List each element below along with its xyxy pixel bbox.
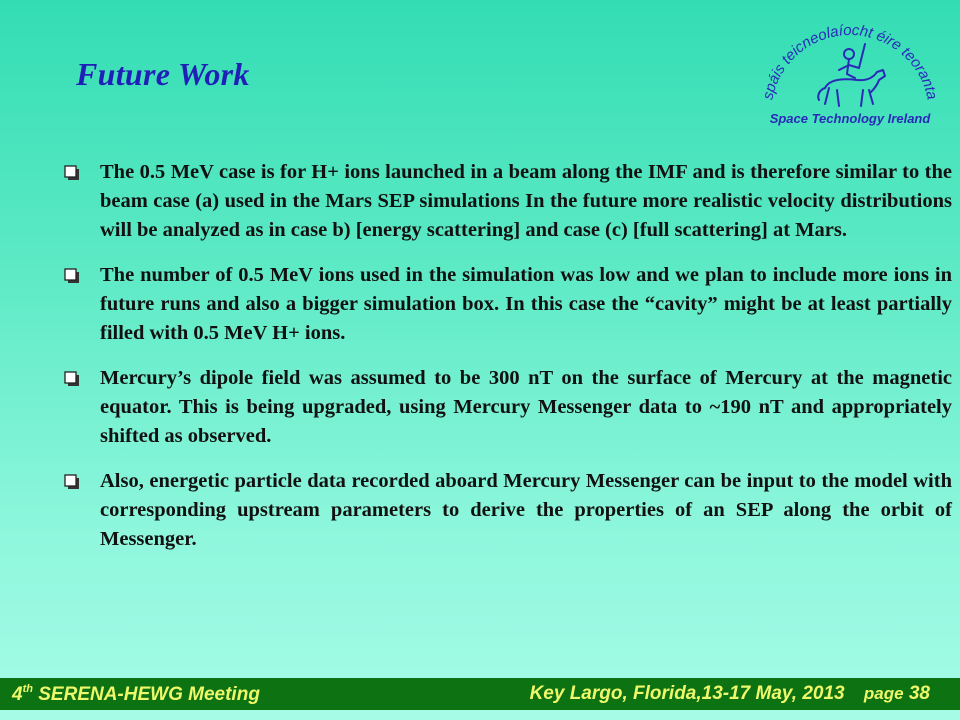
slide-title: Future Work xyxy=(76,56,250,92)
hollow-square-bullet-icon xyxy=(64,371,80,387)
bullet-item xyxy=(64,158,952,245)
meeting-number: 4 xyxy=(12,684,23,705)
bullet-text: Mercury’s dipole field was assumed to be 300 nT on the surface of Mercury at the magnetic equator. This is being upgraded, using Mercury Messenger data to ~190 nT and appropriately shifted as observed. xyxy=(100,367,952,447)
horse-rider-icon xyxy=(818,44,885,106)
bullet-text: Also, energetic particle data recorded aboard Mercury Messenger can be input to the model with corresponding upstream parameters to derive the properties of an SEP along the orbit of Messenger. xyxy=(100,470,952,550)
page-number: 38 xyxy=(908,683,930,704)
location-date: Key Largo, Florida,13-17 May, 2013 xyxy=(529,683,845,704)
page-label: page xyxy=(863,684,904,703)
footer-meeting xyxy=(12,683,260,706)
bullet-list xyxy=(64,158,952,570)
logo-arc-text: spáis teicneolaíocht éire teoranta xyxy=(759,21,941,102)
bullet-item xyxy=(64,261,952,348)
hollow-square-bullet-icon xyxy=(64,474,80,490)
bullet-text: The number of 0.5 MeV ions used in the simulation was low and we plan to include more ions in future runs and also a bigger simulation box. In this case the “cavity” might be at least partially filled with 0.5 MeV H+ ions. xyxy=(100,264,952,344)
meeting-suffix: th xyxy=(22,683,33,695)
hollow-square-bullet-icon xyxy=(64,268,80,284)
hollow-square-bullet-icon xyxy=(64,165,80,181)
bullet-item xyxy=(64,467,952,554)
bullet-text: The 0.5 MeV case is for H+ ions launched in a beam along the IMF and is therefore similar to the beam case (a) used in the Mars SEP simulations In the future more realistic velocity distributions will be analyzed as in case b) [energy scattering] and case (c) [full scattering] at Mars. xyxy=(100,161,952,241)
meeting-name: SERENA-HEWG Meeting xyxy=(38,684,260,705)
footer-bar xyxy=(0,678,960,710)
logo-caption: Space Technology Ireland xyxy=(769,111,931,126)
footer-location xyxy=(530,683,930,705)
bullet-item xyxy=(64,364,952,451)
